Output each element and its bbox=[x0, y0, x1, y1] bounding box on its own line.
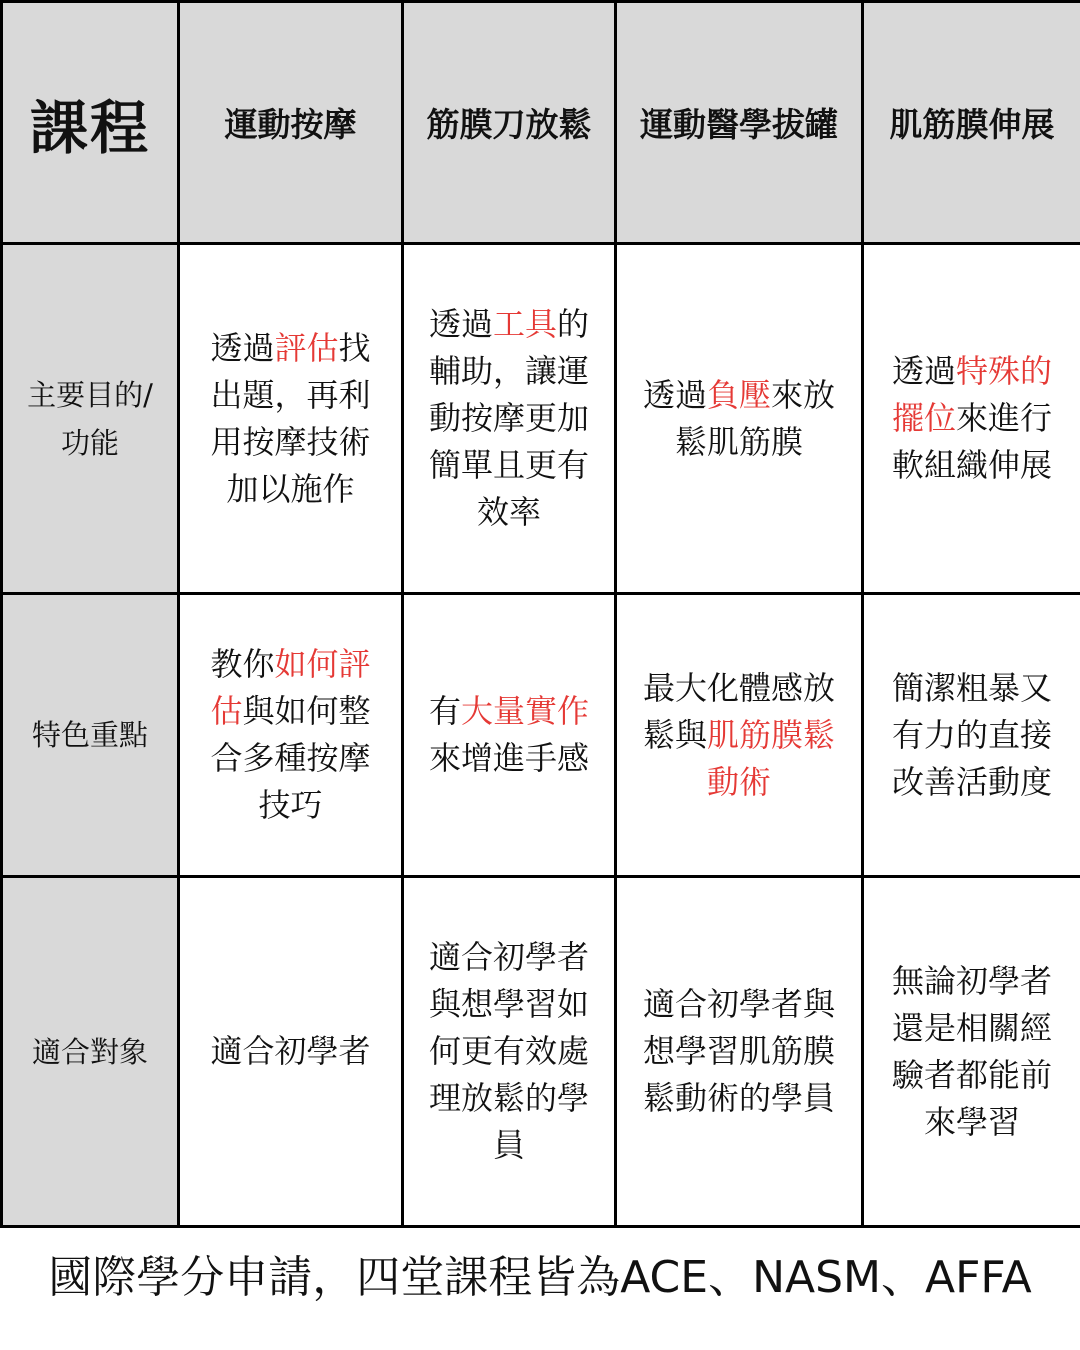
table-cell bbox=[863, 594, 1080, 877]
cell-text: 適合初學者與想學習肌筋膜鬆動術的學員 bbox=[642, 985, 835, 1117]
cell-text: 無論初學者還是相關經驗者都能前來學習 bbox=[891, 961, 1052, 1141]
highlighted-text: 特殊的擺位 bbox=[891, 352, 1053, 437]
cell-text: 的輔助，讓運動按摩更加簡單且更有效率 bbox=[428, 305, 590, 531]
cell-text: 找出題，再利用按摩技術加以施作 bbox=[210, 328, 371, 508]
table-cell bbox=[179, 877, 403, 1227]
cell-text: 透過 bbox=[642, 375, 707, 414]
header-row bbox=[2, 2, 1080, 244]
cell-text: 最大化體感放鬆與 bbox=[642, 668, 835, 754]
cell-text: 適合初學者 bbox=[210, 1032, 371, 1070]
table-row bbox=[2, 244, 1080, 594]
highlighted-text: 負壓 bbox=[706, 375, 771, 414]
column-header: 運動醫學拔罐 bbox=[616, 2, 863, 244]
table-cell bbox=[616, 244, 863, 594]
cell-text: 來進行軟組織伸展 bbox=[891, 399, 1053, 484]
column-header: 肌筋膜伸展 bbox=[863, 2, 1080, 244]
table-cell bbox=[403, 244, 616, 594]
cell-text: 有 bbox=[428, 692, 461, 730]
table-corner-title: 課程 bbox=[2, 2, 179, 244]
row-header: 特色重點 bbox=[2, 594, 179, 877]
row-header: 主要目的/功能 bbox=[2, 244, 179, 594]
table-cell bbox=[616, 594, 863, 877]
cell-text: 透過 bbox=[210, 328, 275, 367]
cell-text: 透過 bbox=[891, 352, 956, 390]
table-row bbox=[2, 877, 1080, 1227]
highlighted-text: 肌筋膜鬆動術 bbox=[706, 715, 836, 801]
highlighted-text: 評估 bbox=[274, 328, 339, 367]
table-row bbox=[2, 594, 1080, 877]
table-cell bbox=[403, 877, 616, 1227]
cell-text: 來增進手感 bbox=[428, 739, 589, 777]
cell-text: 來放鬆肌筋膜 bbox=[674, 375, 836, 461]
table-cell bbox=[179, 594, 403, 877]
table-cell bbox=[403, 594, 616, 877]
highlighted-text: 工具 bbox=[492, 305, 557, 343]
table-cell bbox=[179, 244, 403, 594]
column-header: 運動按摩 bbox=[179, 2, 403, 244]
cell-text: 適合初學者與想學習如何更有效處理放鬆的學員 bbox=[428, 938, 589, 1164]
row-header: 適合對象 bbox=[2, 877, 179, 1227]
table-cell bbox=[863, 244, 1080, 594]
highlighted-text: 如何評估 bbox=[210, 645, 371, 730]
footer-note: 國際學分申請，四堂課程皆為ACE、NASM、AFFA bbox=[48, 1252, 1032, 1303]
cell-text: 簡潔粗暴又有力的直接改善活動度 bbox=[891, 668, 1052, 801]
cell-text: 透過 bbox=[428, 305, 493, 343]
column-header: 筋膜刀放鬆 bbox=[403, 2, 616, 244]
table-cell bbox=[616, 877, 863, 1227]
cell-text: 與如何整合多種按摩技巧 bbox=[210, 692, 371, 824]
highlighted-text: 大量實作 bbox=[461, 692, 590, 730]
cell-text: 教你 bbox=[210, 645, 275, 683]
table-cell bbox=[863, 877, 1080, 1227]
